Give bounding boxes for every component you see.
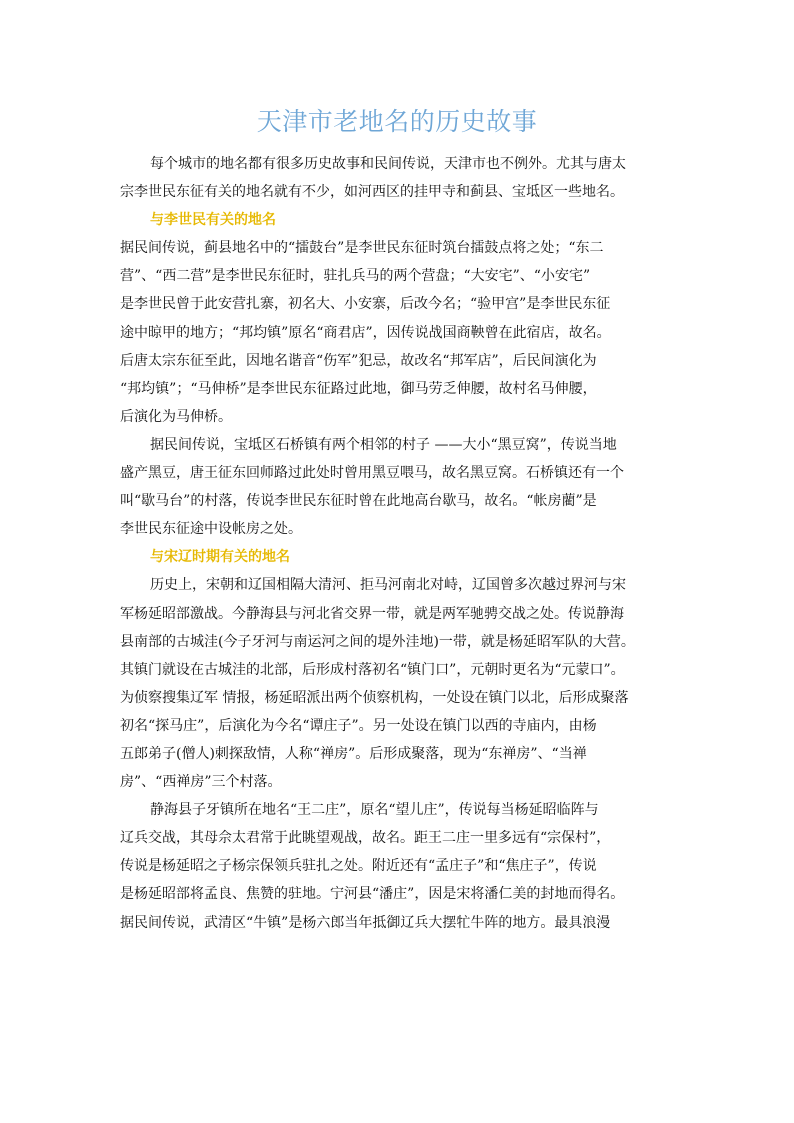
text-line: 叫“歇马台”的村落，传说李世民东征时曾在此地高台歇马，故名。“帐房藺”是 — [120, 493, 597, 510]
text-line: 据民间传说，宝坻区石桥镇有两个相邻的村子 ——大小“黑豆窝”，传说当地 — [150, 436, 617, 453]
text-line: 为侦察搜集辽军 情报，杨延昭派出两个侦察机构，一处设在镇门以北，后形成聚落 — [120, 689, 629, 706]
text-line: 据民间传说，武清区“牛镇”是杨六郎当年抵御辽兵大摆牤牛阵的地方。最具浪漫 — [120, 914, 611, 931]
text-line: 传说是杨延昭之子杨宗保领兵驻扎之处。附近还有“孟庄子”和“焦庄子”，传说 — [120, 858, 597, 875]
text-line: 盛产黑豆，唐王征东回师路过此处时曾用黑豆喂马，故名黑豆窝。石桥镇还有一个 — [120, 465, 624, 482]
text-line: 静海县子牙镇所在地名“王二庄”，原名“望儿庄”，传说每当杨延昭临阵与 — [150, 802, 599, 819]
text-line: 营”、“西二营”是李世民东征时，驻扎兵马的两个营盘；“大安宅”、“小安宅” — [120, 268, 591, 285]
text-line: 辽兵交战，其母佘太君常于此眺望观战，故名。距王二庄一里多远有“宗保村”， — [120, 830, 611, 847]
text-line: 是杨延昭部将孟良、焦赞的驻地。宁河县“潘庄”，因是宋将潘仁美的封地而得名。 — [120, 886, 625, 903]
text-line: 五郎弟子(僧人)刺探敌情，人称“禅房”。后形成聚落，现为“东禅房”、“当禅 — [120, 745, 587, 762]
text-line: 李世民东征途中设帐房之处。 — [120, 521, 302, 538]
text-line: 后唐太宗东征至此，因地名谐音“伤军”犯忌，故改名“邦军店”，后民间演化为 — [120, 352, 597, 369]
text-line: 房”、“西禅房”三个村落。 — [120, 774, 282, 791]
text-line: 据民间传说，蓟县地名中的“擂鼓台”是李世民东征时筑台擂鼓点将之处；“东二 — [120, 240, 604, 257]
text-line: 其镇门就设在古城洼的北部，后形成村落初名“镇门口”，元朝时更名为“元蒙口”。 — [120, 661, 625, 678]
text-line: 县南部的古城洼(今子牙河与南运河之间的堤外洼地)一带，就是杨延昭军队的大营。 — [120, 633, 635, 650]
text-line: 军杨延昭部激战。今静海县与河北省交界一带，就是两军驰骋交战之处。传说静海 — [120, 605, 624, 622]
text-line: “邦均镇”；“马伸桥”是李世民东征路过此地，御马劳乏伸腰，故村名马伸腰， — [120, 380, 597, 397]
text-line: 后演化为马伸桥。 — [120, 408, 232, 425]
text-line: 宗李世民东征有关的地名就有不少，如河西区的挂甲寺和蓟县、宝坻区一些地名。 — [120, 184, 624, 201]
text-line: 每个城市的地名都有很多历史故事和民间传说，天津市也不例外。尤其与唐太 — [150, 156, 626, 172]
section-heading: 与宋辽时期有关的地名 — [150, 549, 290, 566]
document-title: 天津市老地名的历史故事 — [256, 107, 538, 136]
section-heading: 与李世民有关的地名 — [150, 212, 276, 229]
text-line: 历史上，宋朝和辽国相隔大清河、拒马河南北对峙，辽国曾多次越过界河与宋 — [150, 577, 626, 594]
text-line: 初名“探马庄”，后演化为今名“谭庄子”。另一处设在镇门以西的寺庙内，由杨 — [120, 717, 597, 734]
document-body — [120, 150, 700, 937]
text-line: 是李世民曾于此安营扎寨，初名大、小安寨，后改今名；“验甲宫”是李世民东征 — [120, 296, 611, 313]
text-line: 途中晾甲的地方；“邦均镇”原名“商君店”，因传说战国商鞅曾在此宿店，故名。 — [120, 324, 611, 341]
